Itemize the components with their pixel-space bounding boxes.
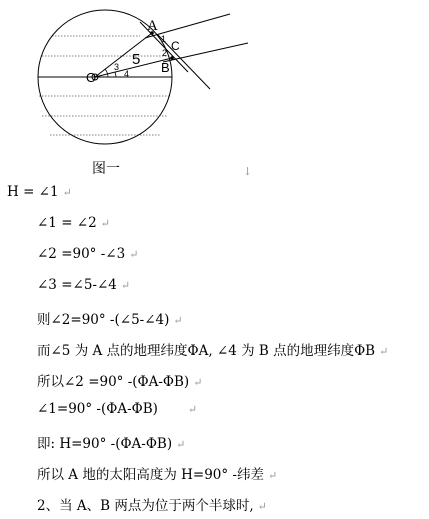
angle-arc-4 bbox=[115, 72, 116, 77]
formula-text-2: ∠1 = ∠2 bbox=[37, 215, 97, 231]
formula-text-11: 2、当 A、B 两点为位于两个半球时, bbox=[37, 498, 254, 514]
label-five: 5 bbox=[132, 51, 141, 68]
formula-line-11 bbox=[37, 494, 267, 514]
label-three: 3 bbox=[114, 62, 120, 72]
earth-sunlight-diagram bbox=[0, 0, 429, 185]
paragraph-mark: ↵ bbox=[176, 438, 186, 451]
paragraph-mark: ↵ bbox=[173, 314, 183, 327]
formula-text-1: H = ∠1 bbox=[7, 184, 59, 200]
formula-line-4 bbox=[37, 277, 130, 293]
angle-arc-3 bbox=[105, 69, 108, 77]
formula-line-3 bbox=[37, 246, 138, 262]
formula-line-6 bbox=[37, 339, 388, 359]
label-o: O bbox=[86, 70, 97, 85]
formula-text-4: ∠3 =∠5-∠4 bbox=[37, 277, 117, 293]
paragraph-mark: ↵ bbox=[268, 469, 278, 482]
formula-text-7: 所以∠2 =90° -(ΦA-ΦB) bbox=[37, 374, 190, 390]
paragraph-mark: ↵ bbox=[193, 376, 203, 389]
formula-text-5: 则∠2=90° -(∠5-∠4) bbox=[37, 312, 170, 328]
formula-line-1 bbox=[7, 184, 72, 200]
formula-line-10 bbox=[37, 463, 277, 483]
down-arrow-mark: ↓ bbox=[243, 165, 253, 178]
label-c: C bbox=[171, 39, 180, 53]
formula-line-2 bbox=[37, 215, 110, 231]
paragraph-mark: ↵ bbox=[187, 403, 198, 416]
latitude-lines bbox=[39, 36, 171, 135]
label-four: 4 bbox=[124, 69, 130, 79]
label-two: 2 bbox=[162, 48, 168, 58]
label-one: 1 bbox=[161, 34, 167, 44]
point-b bbox=[170, 56, 174, 60]
paragraph-mark: ↵ bbox=[100, 217, 110, 230]
paragraph-mark: ↵ bbox=[120, 279, 131, 292]
formula-text-8: ∠1=90° -(ΦA-ΦB) bbox=[37, 401, 158, 417]
formula-text-10: 所以 A 地的太阳高度为 H=90° -纬差 bbox=[37, 467, 264, 483]
label-a: A bbox=[147, 18, 158, 34]
paragraph-mark: ↵ bbox=[257, 500, 267, 513]
paragraph-mark: ↵ bbox=[129, 248, 139, 261]
formula-line-9 bbox=[37, 432, 185, 452]
formula-text-9: 即: H=90° -(ΦA-ΦB) bbox=[37, 436, 173, 452]
formula-line-5 bbox=[37, 308, 183, 328]
figure-caption bbox=[92, 158, 120, 178]
paragraph-mark: ↵ bbox=[379, 345, 389, 358]
formula-line-8 bbox=[37, 401, 197, 417]
formula-text-6: 而∠5 为 A 点的地理纬度ΦA, ∠4 为 B 点的地理纬度ΦB bbox=[37, 343, 376, 359]
figure-caption-text: 图一 bbox=[92, 161, 120, 177]
formula-line-7 bbox=[37, 370, 202, 390]
label-b: B bbox=[161, 60, 170, 75]
paragraph-mark: ↵ bbox=[62, 186, 72, 199]
formula-text-3: ∠2 =90° -∠3 bbox=[37, 246, 126, 262]
